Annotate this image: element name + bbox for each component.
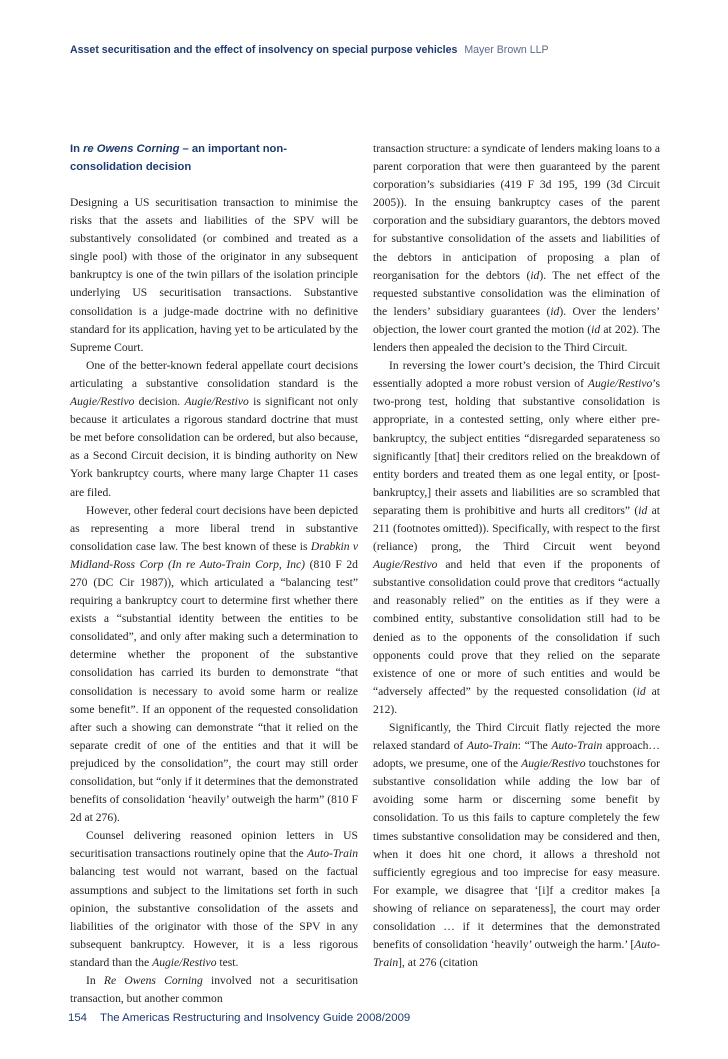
running-head-title: Asset securitisation and the effect of insolvency on special purpose vehicles (70, 44, 458, 56)
text-run: In reversing the lower court’s decision, the Third Circuit essentially adopted a more robust version of (373, 359, 660, 391)
text-run: at 211 (footnotes omitted)). Specifically, with respect to the first (reliance) prong, the Third Circuit went beyond (373, 503, 660, 554)
text-run: Significantly, the Third Circuit flatly rejected the more relaxed standard of (373, 721, 660, 753)
case-reference: Augie/Restivo (152, 955, 217, 969)
text-run: ). The net effect of the requested substantive consolidation was the elimination of the lenders’ subsidiary guarantees ( (373, 268, 660, 318)
text-run: decision. (134, 395, 185, 409)
text-run: ], at 276 (citation (398, 956, 478, 970)
running-head-firm: Mayer Brown LLP (464, 44, 549, 56)
text-run: at 212). (373, 684, 660, 716)
text-run: : “The (517, 739, 552, 753)
text-run: (810 F 2d 270 (DC Cir 1987)), which articulated a “balancing test” requiring a bankruptcy court to determine first whether there exists a “substantial identity between the entities to be consolidated”, and only after making such a determination to determine whether the proponent of the substantive consolidation has carried its burden to demonstrate “that consolidation is necessary to avoid some harm or realize some benefit”. If an opponent of the requested consolidation after such a showing can demonstrate “that it relied on the separate credit of one of the entities and that it will be prejudiced by the consolidation”, the court may still order consolidation, but “only if it determines that the demonstrated benefits of consolidation ‘heavily’ outweigh the harm” (810 F 2d at 276). (70, 557, 358, 825)
text-run: involved not a securitisation transaction, but another common (70, 974, 359, 1006)
left-paragraph-5 (70, 972, 358, 1008)
case-reference: Drabkin v Midland-Ross Corp (In re Auto-Train Corp, Inc) (70, 539, 358, 571)
case-reference: Re Owens Corning (103, 974, 203, 988)
left-column (70, 140, 358, 1008)
section-heading-suffix: – an important non-consolidation decision (70, 143, 287, 173)
page-number: 154 (68, 1012, 88, 1024)
text-run: and held that even if the proponents of substantive consolidation could prove that creditors “actually and reasonably relied” on the entities as if they were a combined entity, substantive consolidation still had to be denied as to the opponents of the consolidation if such opponents could prove that they relied on the separate existence of one or more of such entities and would be “adversely affected” by the requested consolidation ( (373, 558, 660, 698)
right-column (373, 140, 660, 972)
right-paragraph-3 (373, 719, 660, 972)
case-reference: id (591, 322, 601, 336)
left-paragraph-3 (70, 502, 358, 828)
text-run: In (86, 974, 104, 988)
text-run: Counsel delivering reasoned opinion letters in US securitisation transactions routinely opine that the (70, 829, 358, 861)
text-run: ). Over the lenders’ objection, the lower court granted the motion ( (373, 304, 660, 336)
right-paragraph-2 (373, 357, 660, 719)
case-reference: id (636, 684, 646, 698)
left-paragraph-2 (70, 357, 358, 502)
case-reference: Augie/Restivo (70, 395, 135, 409)
text-run: transaction structure: a syndicate of lenders making loans to a parent corporation that were then guaranteed by the parent corporation’s subsidiaries (419 F 3d 195, 199 (3d Circuit 2005)). In the ensuing bankruptcy cases of the parent corporation and the subsidiary guarantors, the debtors moved for substantive consolidation of the assets and liabilities of the debtors in anticipation of proposing a plan of reorganisation for the debtors ( (373, 142, 660, 282)
case-reference: Augie/Restivo (587, 377, 653, 391)
case-reference: Augie/Restivo (373, 558, 438, 572)
case-reference: Auto-Train (307, 847, 358, 861)
section-heading-case-name: re Owens Corning (83, 143, 180, 155)
text-run: balancing test would not warrant, based on the factual assumptions and subject to the limitations set forth in such opinion, the substantive consolidation of the assets and liabilities of the originator with those of the SPV in any subsequent bankruptcy. However, it is a less rigorous standard than the (70, 865, 358, 969)
text-run: at 202). The lenders then appealed the decision to the Third Circuit. (373, 322, 661, 355)
section-heading (70, 140, 358, 176)
page-footer (68, 1012, 668, 1024)
case-reference: id (530, 268, 540, 282)
case-reference: Auto-Train (373, 938, 660, 970)
case-reference: Augie/Restivo (184, 395, 249, 409)
case-reference: id (550, 304, 560, 318)
text-run: is significant not only because it articulates a rigorous standard doctrine that must be met before consolidation can be ordered, but also because, as a Second Circuit decision, it is binding authority on New York bankruptcy courts, where many large Chapter 11 cases are filed. (70, 395, 358, 499)
text-run: ’s two-prong test, holding that substantive consolidation is appropriate, in a contested setting, only where either pre-bankruptcy, the subject entities “disregarded separateness so significantly [that] their creditors relied on the breakdown of entity borders and treated them as one legal entity, or [post-bankruptcy,] their assets and liabilities are so scrambled that separating them is prohibitive and hurts all creditors” ( (373, 377, 660, 517)
running-head (70, 44, 670, 57)
right-paragraph-1 (373, 140, 660, 357)
left-paragraph-1: Designing a US securitisation transaction to minimise the risks that the assets and liabilities of the SPV will be substantively consolidated (or combined and treated as a single pool) with those of the originator in any subsequent bankruptcy is one of the twin pillars of the isolation principle underlying US securitisation transactions. Substantive consolidation is a judge-made doctrine with no definitive standard for its application, having yet to be articulated by the Supreme Court. (70, 196, 358, 354)
text-run: One of the better-known federal appellate court decisions articulating a substantive consolidation standard is the (70, 358, 358, 390)
text-run: approach… adopts, we presume, one of the (373, 739, 660, 771)
case-reference: Auto-Train (551, 739, 603, 753)
case-reference: id (638, 503, 648, 517)
left-paragraph-4 (70, 827, 358, 972)
text-run: However, other federal court decisions have been depicted as representing a more liberal trend in substantive consolidation case law. The best known of these is (70, 503, 358, 553)
text-run: test. (216, 955, 239, 969)
case-reference: Auto-Train (466, 739, 518, 753)
section-heading-prefix: In (70, 143, 84, 155)
publication-title: The Americas Restructuring and Insolvency Guide 2008/2009 (99, 1012, 411, 1024)
case-reference: Augie/Restivo (521, 757, 586, 771)
text-run: touchstones for substantive consolidation while adding the low bar of avoiding some harm or discerning some benefit by consolidation. To us this fails to capture completely the few times substantive consolidation may be considered and then, when it does hit one chord, it allows a threshold not sufficiently egregious and too imprecise for easy measure. For example, we disagree that ‘[i]f a creditor makes [a showing of reliance on separateness], the court may order consolidation … if it determines that the demonstrated benefits of consolidation ‘heavily’ outweigh the harm.’ [ (373, 757, 660, 952)
